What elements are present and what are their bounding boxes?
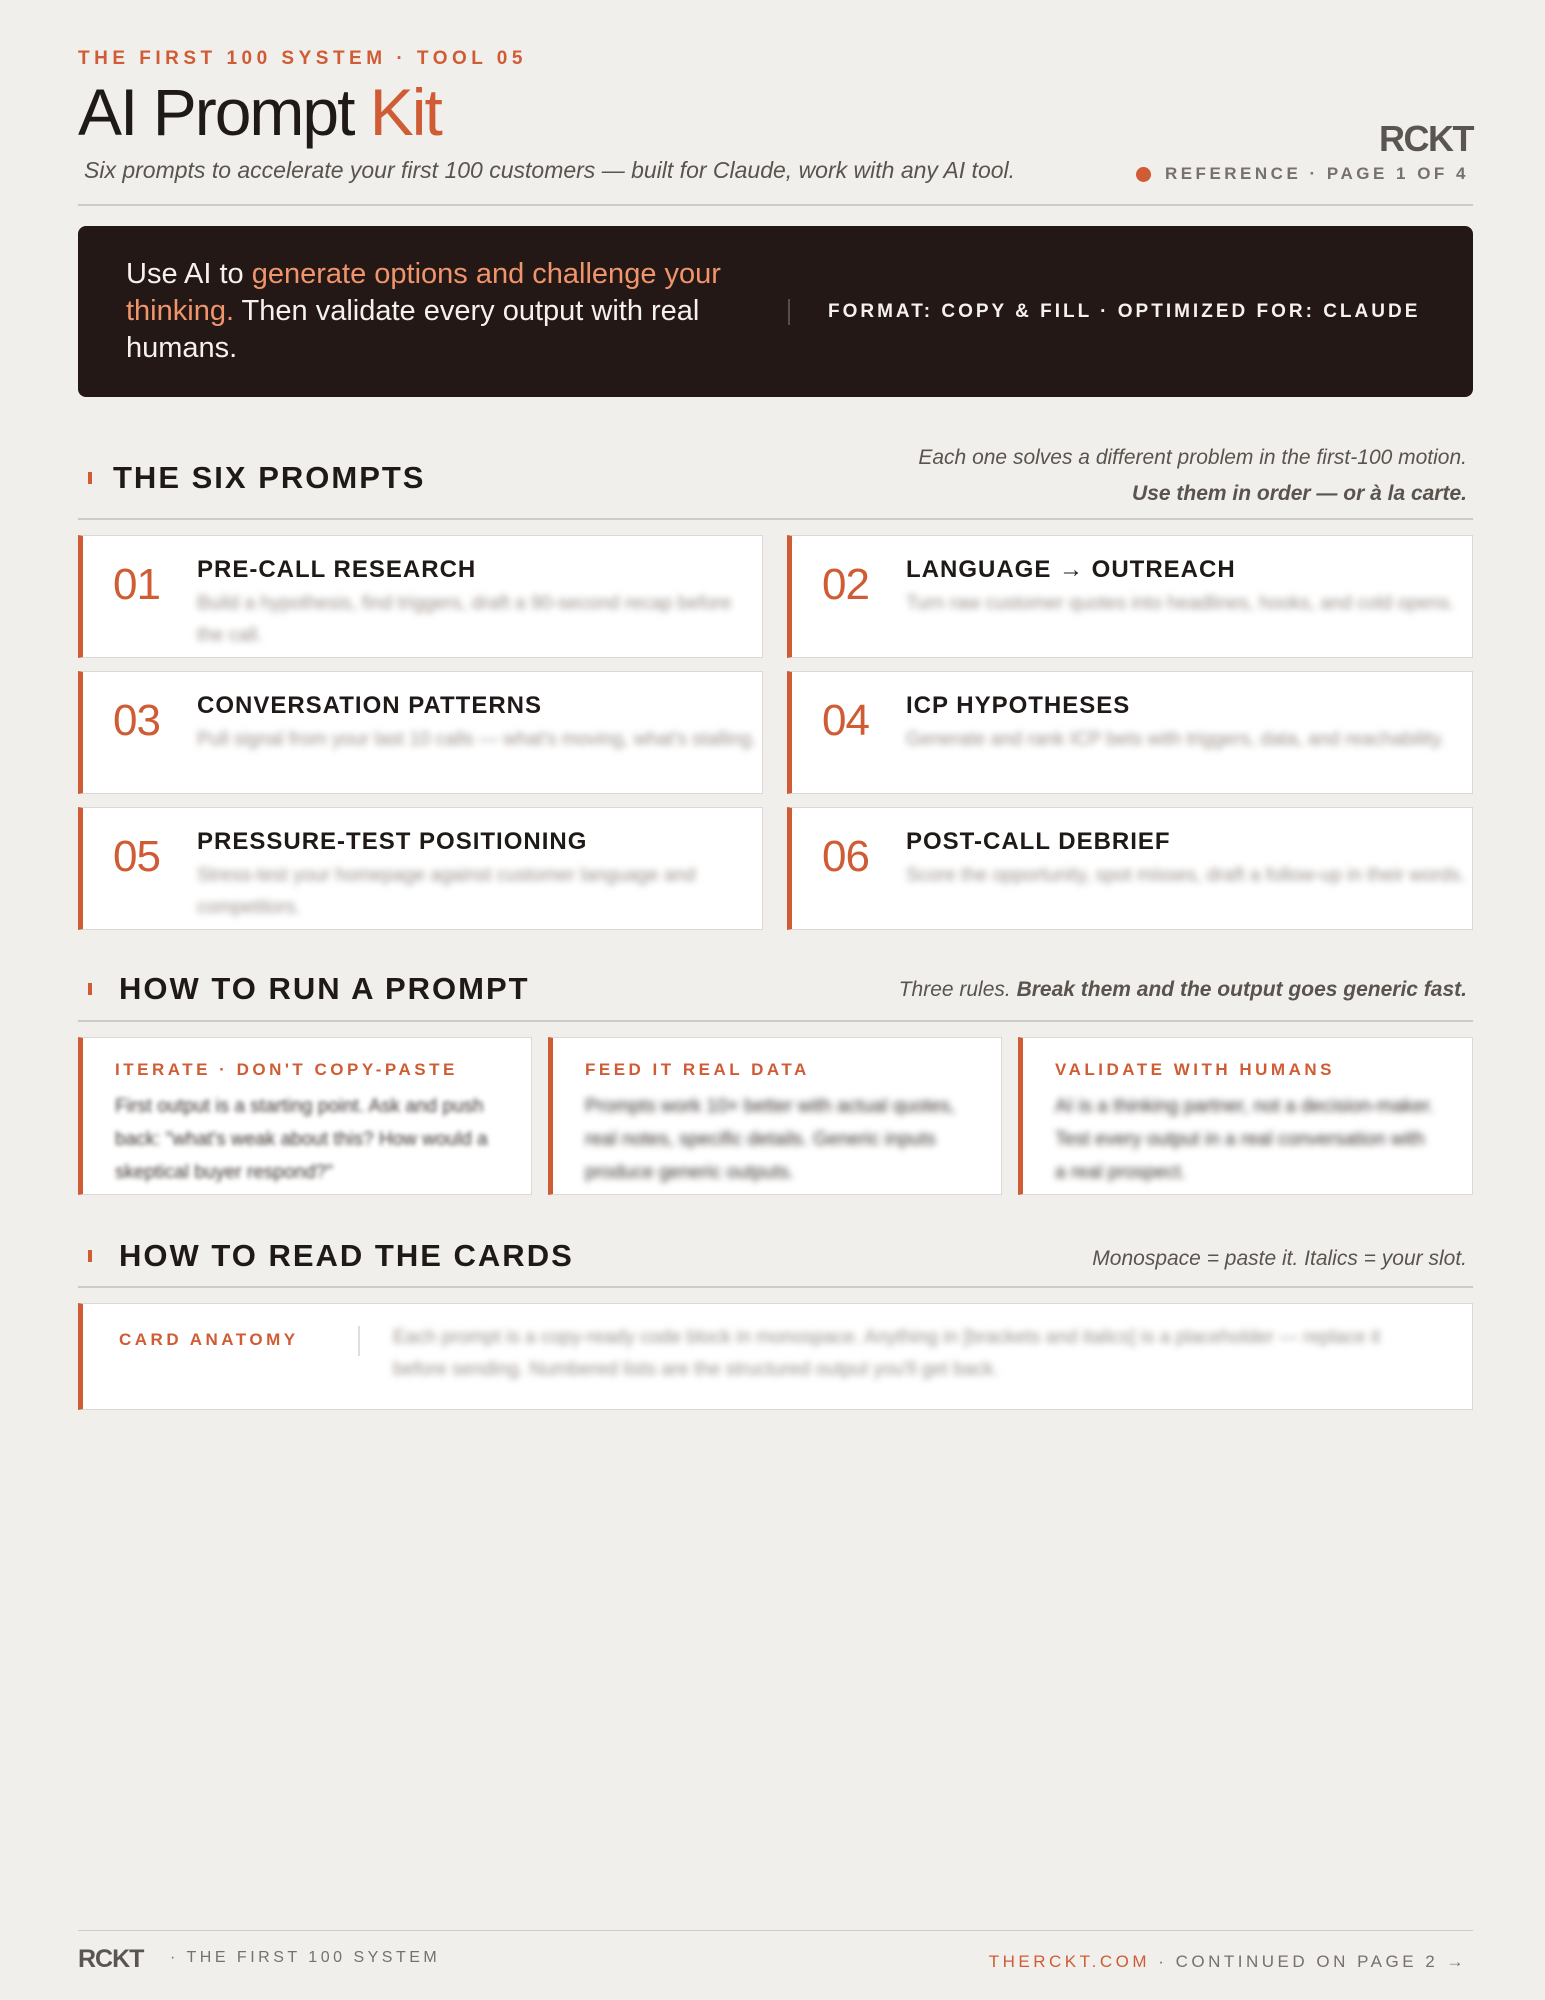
section-divider: [78, 518, 1473, 520]
brand-logo: RCKT: [1379, 118, 1473, 159]
card-anatomy: [78, 1303, 1473, 1410]
prompt-title: ICP HYPOTHESES: [906, 692, 1131, 719]
prompt-card-02[interactable]: [787, 535, 1473, 658]
prompt-number: 02: [822, 560, 869, 609]
prompt-title: POST-CALL DEBRIEF: [906, 828, 1171, 855]
banner-format: FORMAT: COPY & FILL · OPTIMIZED FOR: CLAUDE: [828, 300, 1421, 322]
footer-system: · THE FIRST 100 SYSTEM: [170, 1949, 441, 1966]
section-note-line: Use them in order — or à la carte.: [1132, 482, 1467, 505]
rule-label: FEED IT REAL DATA: [585, 1060, 810, 1079]
status-dot-icon: [1136, 167, 1151, 182]
prompt-number: 04: [822, 696, 869, 745]
intro-banner: [78, 226, 1473, 397]
footer-nav: [989, 1952, 1467, 1972]
page-reference-text: REFERENCE · PAGE 1 OF 4: [1164, 164, 1469, 183]
prompt-description: Generate and rank ICP bets with triggers, data, and reachability.: [906, 729, 1445, 750]
footer-divider: [78, 1930, 1473, 1931]
prompt-card-03[interactable]: [78, 671, 763, 794]
prompt-description: Turn raw customer quotes into headlines, hooks, and cold opens.: [906, 593, 1455, 614]
banner-tail: Then validate every output with real humans.: [126, 295, 700, 364]
rule-card-validate: [1018, 1037, 1473, 1195]
section-title: HOW TO RUN A PROMPT: [119, 971, 530, 1006]
prompt-number: 05: [113, 832, 160, 881]
prompt-number: 03: [113, 696, 160, 745]
rule-body: AI is a thinking partner, not a decision-maker. Test every output in a real conversation with a real prospect.: [1055, 1096, 1435, 1183]
section-note-line: Each one solves a different problem in the first-100 motion.: [918, 446, 1467, 469]
section-note-bold: Break them and the output goes generic fast.: [1016, 978, 1467, 1001]
section-note: [918, 440, 1467, 512]
prompt-number: 06: [822, 832, 869, 881]
prompt-description: Build a hypothesis, find triggers, draft a 90-second recap before the call.: [197, 593, 732, 646]
section-marker-icon: [88, 983, 92, 995]
eyebrow: THE FIRST 100 SYSTEM · TOOL 05: [78, 48, 527, 69]
banner-highlight: generate options and challenge your thinking.: [126, 258, 721, 327]
prompt-card-04[interactable]: [787, 671, 1473, 794]
section-marker-icon: [88, 1250, 92, 1262]
page-reference: [1136, 164, 1469, 184]
prompt-card-01[interactable]: [78, 535, 763, 658]
rule-card-real-data: [548, 1037, 1002, 1195]
section-note-plain: Three rules.: [898, 978, 1017, 1001]
section-title: HOW TO READ THE CARDS: [119, 1238, 574, 1273]
rule-label: VALIDATE WITH HUMANS: [1055, 1060, 1335, 1079]
rule-card-iterate: [78, 1037, 532, 1195]
title-accent: Kit: [369, 75, 441, 149]
footer-site-link[interactable]: THERCKT.COM: [988, 1952, 1150, 1971]
section-title: THE SIX PROMPTS: [113, 460, 426, 495]
prompt-description: Pull signal from your last 10 calls — what's moving, what's stalling.: [197, 729, 757, 750]
page-title: [78, 76, 441, 149]
prompt-number: 01: [113, 560, 160, 609]
section-marker-icon: [88, 472, 92, 484]
rule-body: Prompts work 10× better with actual quotes, real notes, specific details. Generic inputs produce generic outputs.: [585, 1096, 956, 1183]
page: [78, 0, 1473, 2000]
section-note: Monospace = paste it. Italics = your slot.: [1092, 1247, 1467, 1270]
anatomy-body: Each prompt is a copy-ready code block in monospace. Anything in [brackets and italics] is a placeholder — replace it before sending. Numbered lists are the structured output you'll get back.: [393, 1327, 1381, 1380]
title-main: AI Prompt: [78, 75, 370, 149]
header-divider: [78, 204, 1473, 206]
anatomy-divider: [358, 1326, 360, 1356]
prompt-description: Score the opportunity, spot misses, draft a follow-up in their words.: [906, 865, 1466, 886]
section-divider: [78, 1020, 1473, 1022]
prompt-title: PRESSURE-TEST POSITIONING: [197, 828, 588, 855]
prompt-card-05[interactable]: [78, 807, 763, 930]
anatomy-label: CARD ANATOMY: [119, 1330, 299, 1349]
prompt-description: Stress-test your homepage against customer language and competitors.: [197, 865, 696, 918]
rule-label: ITERATE · DON'T COPY-PASTE: [115, 1060, 458, 1079]
banner-message: [126, 256, 766, 367]
footer-brand-logo: RCKT: [78, 1945, 144, 1973]
prompt-title: LANGUAGE → OUTREACH: [906, 556, 1236, 583]
section-divider: [78, 1286, 1473, 1288]
subtitle: Six prompts to accelerate your first 100 customers — built for Claude, work with any AI tool.: [84, 157, 1016, 183]
footer-continued: · CONTINUED ON PAGE 2 →: [1150, 1952, 1467, 1971]
banner-lead: Use AI to: [126, 258, 252, 290]
rule-body: First output is a starting point. Ask and push back: "what's weak about this? How would a skeptical buyer respond?": [115, 1096, 488, 1183]
banner-divider: [788, 299, 790, 325]
prompt-title: PRE-CALL RESEARCH: [197, 556, 477, 583]
prompt-card-06[interactable]: [787, 807, 1473, 930]
section-note: [899, 972, 1467, 1008]
prompt-title: CONVERSATION PATTERNS: [197, 692, 543, 719]
